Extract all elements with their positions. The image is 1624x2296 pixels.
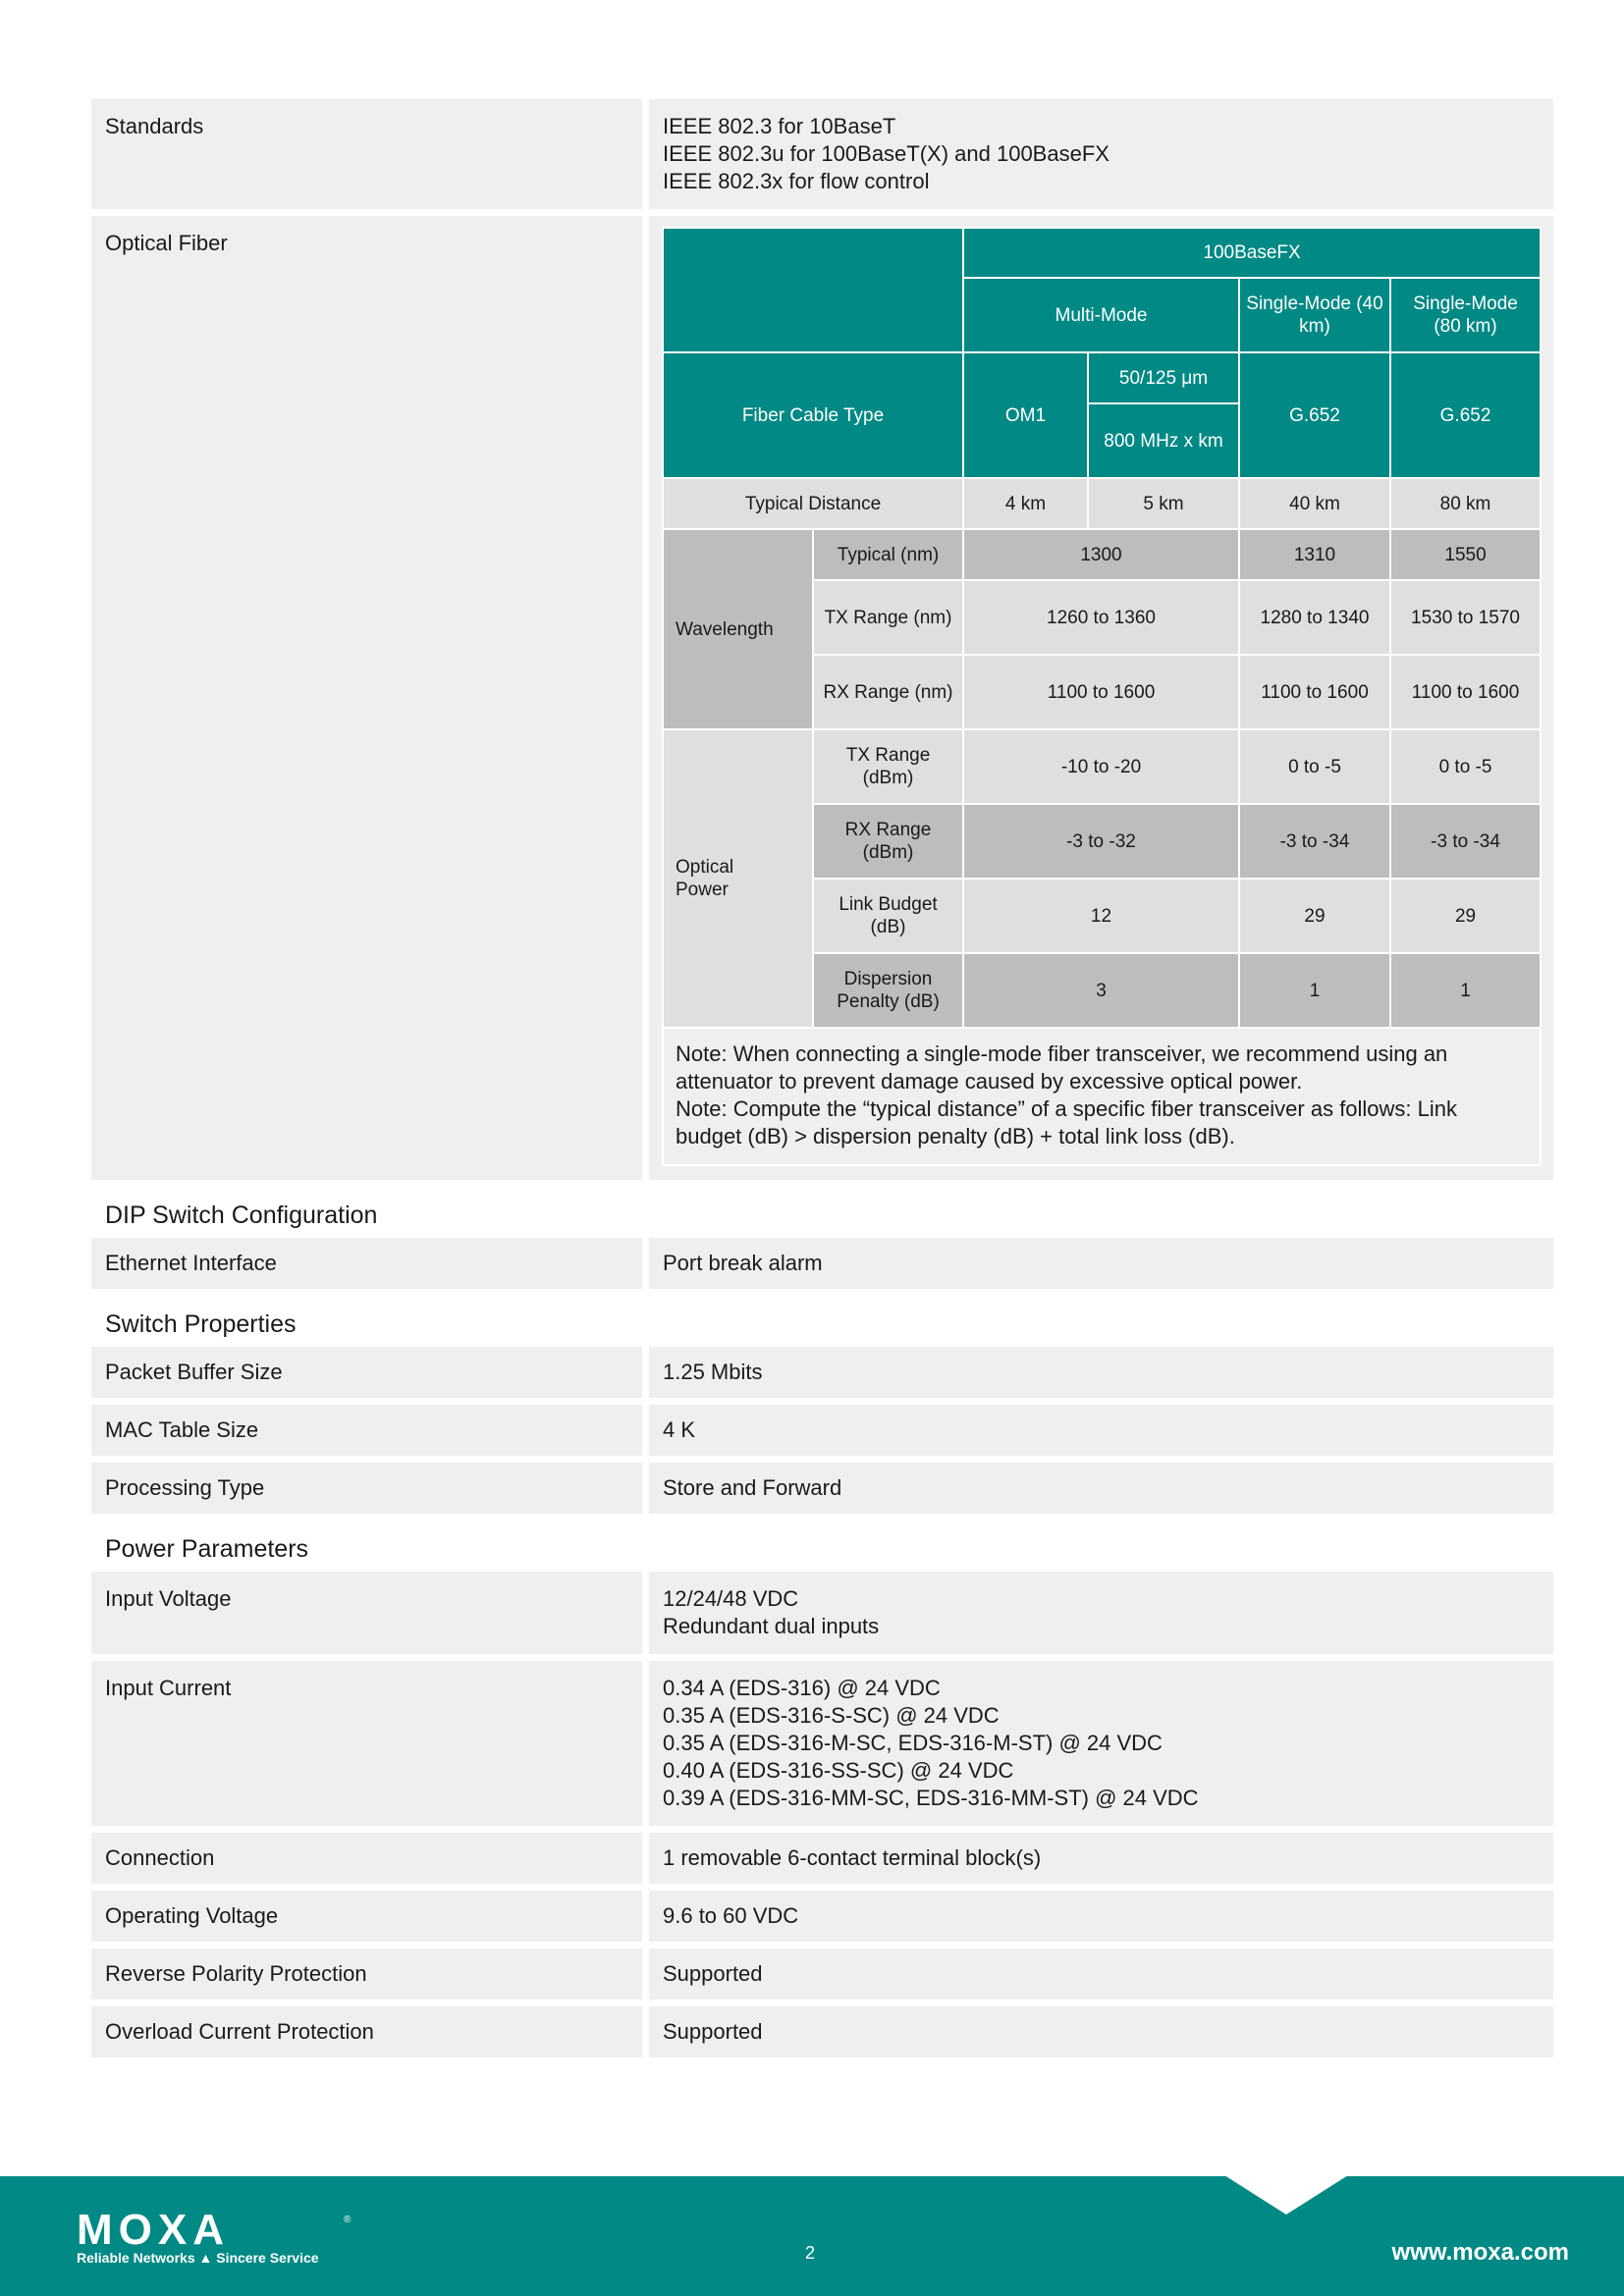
spec-value: 9.6 to 60 VDC [649,1891,1553,1942]
dispersion-penalty-40: 1 [1239,953,1390,1028]
optical-power-label [663,729,813,1028]
spec-value: 1.25 Mbits [649,1347,1553,1398]
tx-range-dbm-40: 0 to -5 [1239,729,1390,804]
tx-range-nm-80: 1530 to 1570 [1390,580,1541,655]
link-budget-multimode: 12 [963,879,1239,953]
header-single-mode-80: Single-Mode (80 km) [1390,278,1541,352]
spec-line: 0.35 A (EDS-316-S-SC) @ 24 VDC [663,1703,1000,1728]
distance-40km: 40 km [1239,478,1390,529]
spec-line: IEEE 802.3u for 100BaseT(X) and 100BaseFX [663,141,1110,166]
spec-row-optical-fiber [91,216,1553,1180]
spec-row-input-voltage [91,1572,1553,1654]
tx-range-dbm-80: 0 to -5 [1390,729,1541,804]
rx-range-nm-80: 1100 to 1600 [1390,655,1541,729]
cell-g652-40: G.652 [1239,352,1390,478]
cell-50-125-um: 50/125 μm [1088,352,1239,403]
cell-800-mhz: 800 MHz x km [1088,403,1239,478]
link-budget-label: Link Budget (dB) [813,879,963,953]
spec-label: Input Current [91,1661,642,1826]
rx-range-dbm-40: -3 to -34 [1239,804,1390,879]
spec-line: 0.40 A (EDS-316-SS-SC) @ 24 VDC [663,1758,1014,1783]
tx-range-dbm-multimode: -10 to -20 [963,729,1239,804]
typical-nm-label: Typical (nm) [813,529,963,580]
logo-text: MOXA [77,2209,230,2248]
fiber-cable-type-label: Fiber Cable Type [663,352,963,478]
wavelength-label: Wavelength [663,529,813,729]
spec-label: Packet Buffer Size [91,1347,642,1398]
typical-nm-40: 1310 [1239,529,1390,580]
spec-label: Standards [91,99,642,209]
spec-value [649,216,1553,1180]
tx-range-dbm-label: TX Range (dBm) [813,729,963,804]
spec-row [91,1405,1553,1456]
tx-range-nm-label: TX Range (nm) [813,580,963,655]
spec-label: MAC Table Size [91,1405,642,1456]
section-heading-dip-switch: DIP Switch Configuration [105,1201,378,1229]
spec-row-standards [91,99,1553,209]
typical-nm-80: 1550 [1390,529,1541,580]
page-number: 2 [805,2243,816,2263]
spec-value [649,99,1553,209]
spec-line: 0.34 A (EDS-316) @ 24 VDC [663,1676,941,1700]
spec-value: 1 removable 6-contact terminal block(s) [649,1833,1553,1884]
dispersion-penalty-80: 1 [1390,953,1541,1028]
spec-line: 12/24/48 VDC [663,1586,799,1611]
cell-om1: OM1 [963,352,1088,478]
spec-value: Store and Forward [649,1463,1553,1514]
tx-range-nm-multimode: 1260 to 1360 [963,580,1239,655]
fiber-note: Note: When connecting a single-mode fiber transceiver, we recommend using an attenuator to prevent damage caused by excessive optical power. [676,1041,1448,1094]
rx-range-dbm-label: RX Range (dBm) [813,804,963,879]
spec-line: 0.35 A (EDS-316-M-SC, EDS-316-M-ST) @ 24 VDC [663,1731,1163,1755]
fiber-note: Note: Compute the “typical distance” of a specific fiber transceiver as follows: Link budget (dB) > dispersion penalty (dB) + total link loss (dB). [676,1096,1458,1148]
spec-value: Supported [649,1949,1553,2000]
spec-row [91,1347,1553,1398]
spec-label: Overload Current Protection [91,2006,642,2057]
spec-value [649,1661,1553,1826]
spec-label: Reverse Polarity Protection [91,1949,642,2000]
header-multi-mode: Multi-Mode [963,278,1239,352]
section-heading-power-parameters: Power Parameters [105,1535,309,1563]
spec-label: Optical Fiber [91,216,642,1180]
rx-range-nm-multimode: 1100 to 1600 [963,655,1239,729]
spec-row [91,1463,1553,1514]
spec-line: IEEE 802.3 for 10BaseT [663,114,896,138]
spec-row [91,1833,1553,1884]
spec-row [91,1891,1553,1942]
distance-50um: 5 km [1088,478,1239,529]
footer-url[interactable]: www.moxa.com [1391,2239,1569,2266]
registered-mark: ® [344,2215,352,2225]
rx-range-dbm-80: -3 to -34 [1390,804,1541,879]
rx-range-nm-label: RX Range (nm) [813,655,963,729]
dispersion-penalty-label: Dispersion Penalty (dB) [813,953,963,1028]
spec-row [91,1949,1553,2000]
header-empty-cell [663,228,963,352]
spec-row-ethernet-interface [91,1238,1553,1289]
spec-value [649,1572,1553,1654]
cell-g652-80: G.652 [1390,352,1541,478]
spec-line: Redundant dual inputs [663,1614,880,1638]
spec-label: Operating Voltage [91,1891,642,1942]
spec-value: Port break alarm [649,1238,1553,1289]
fiber-notes [663,1028,1541,1165]
typical-distance-label: Typical Distance [663,478,963,529]
dispersion-penalty-multimode: 3 [963,953,1239,1028]
distance-80km: 80 km [1390,478,1541,529]
spec-row [91,2006,1553,2057]
spec-sheet [91,99,1553,2064]
typical-nm-multimode: 1300 [963,529,1239,580]
moxa-logo [77,2209,352,2248]
spec-line: IEEE 802.3x for flow control [663,169,930,193]
spec-value: Supported [649,2006,1553,2057]
footer-tagline: Reliable Networks ▲ Sincere Service [77,2250,319,2266]
header-single-mode-40: Single-Mode (40 km) [1239,278,1390,352]
header-100basefx: 100BaseFX [963,228,1541,278]
spec-line: 0.39 A (EDS-316-MM-SC, EDS-316-MM-ST) @ 24 VDC [663,1786,1199,1810]
spec-row-input-current [91,1661,1553,1826]
section-heading-switch-properties: Switch Properties [105,1310,297,1338]
spec-label: Processing Type [91,1463,642,1514]
optical-power-text: Optical Power [676,857,734,900]
rx-range-dbm-multimode: -3 to -32 [963,804,1239,879]
spec-label: Ethernet Interface [91,1238,642,1289]
tx-range-nm-40: 1280 to 1340 [1239,580,1390,655]
rx-range-nm-40: 1100 to 1600 [1239,655,1390,729]
distance-om1: 4 km [963,478,1088,529]
spec-label: Connection [91,1833,642,1884]
spec-label: Input Voltage [91,1572,642,1654]
footer-notch [1224,2175,1348,2215]
link-budget-80: 29 [1390,879,1541,953]
spec-value: 4 K [649,1405,1553,1456]
link-budget-40: 29 [1239,879,1390,953]
optical-fiber-table [662,227,1542,1166]
